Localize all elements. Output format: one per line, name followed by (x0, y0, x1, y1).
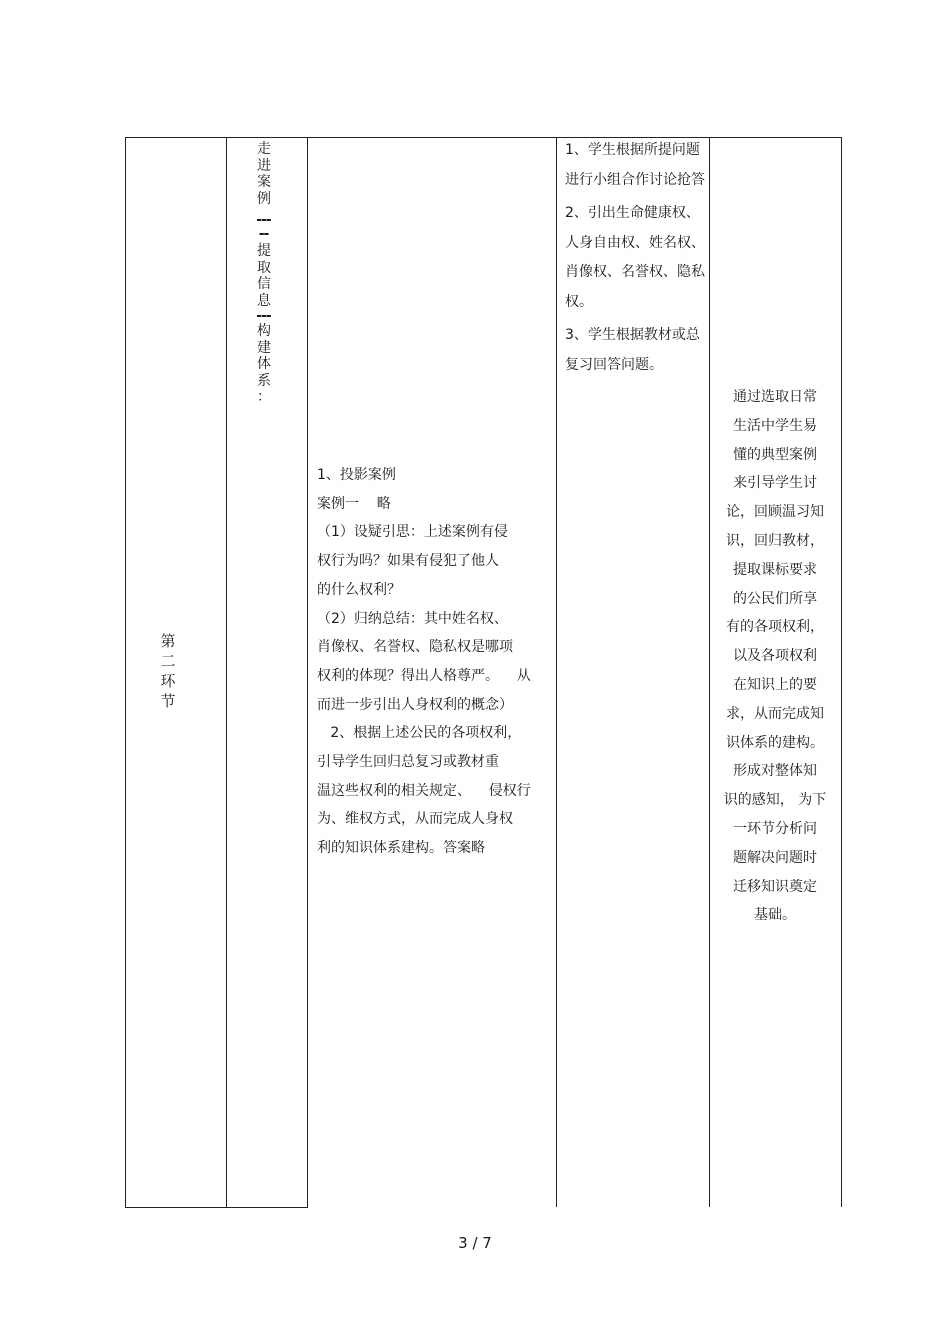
intent-line: 形成对整体知 (733, 763, 817, 780)
intent-line: 懂的典型案例 (733, 446, 817, 463)
table-bottom-border (125, 1207, 308, 1208)
intent-line: 以及各项权利 (733, 648, 817, 665)
intent-line: 通过选取日常 (733, 389, 817, 405)
teacher-line: （1）设疑引思：上述案例有侵 (317, 524, 508, 541)
intent-line: 迁移知识奠定 (733, 878, 817, 895)
col-border-right (841, 137, 842, 1207)
intent-line: 提取课标要求 (733, 561, 817, 578)
intent-line: 来引导学生讨 (733, 475, 817, 492)
teacher-line: 案例一 略 (317, 495, 391, 512)
col-border-3 (307, 137, 308, 1207)
activity-title-part2: 提 取 信 息 (257, 243, 271, 309)
intent-line: 的公民们所享 (733, 590, 817, 607)
activity-title-part3: 构 建 体 系 ： (257, 323, 271, 405)
page-number: 3 / 7 (458, 1234, 492, 1252)
teacher-line: 而进一步引出人身权利的概念） (317, 696, 513, 713)
teacher-line: 温这些权利的相关规定、 侵权行 (317, 782, 531, 799)
stage-label: 第 二 环 节 (160, 632, 176, 710)
teacher-line: 权行为吗？如果有侵犯了他人 (317, 553, 499, 570)
teacher-line: 的什么权利？ (317, 581, 401, 598)
activity-title-separator-1: ----- (256, 212, 271, 242)
intent-line: 识的感知， 为下 (723, 792, 827, 809)
teacher-line: （2）归纳总结：其中姓名权、 (317, 610, 508, 627)
table-top-border (125, 137, 841, 138)
design-intent (714, 383, 836, 930)
intent-line: 有的各项权利， (726, 619, 824, 636)
teacher-line: 权利的体现？得出人格尊严。 从 (317, 667, 531, 684)
intent-line: 论，回顾温习知 (726, 504, 824, 521)
intent-line: 生活中学生易 (733, 417, 817, 434)
col-border-2 (226, 137, 227, 1207)
teacher-activity (317, 461, 549, 863)
student-item: 3、学生根据教材或总复习回答问题。 (565, 327, 700, 373)
col-border-4 (556, 137, 557, 1207)
col-border-left (125, 137, 126, 1207)
teacher-line: 为、维权方式，从而完成人身权 (317, 811, 513, 828)
activity-title-separator-2: --- (256, 308, 271, 324)
intent-line: 求，从而完成知 (726, 705, 824, 722)
teacher-line: 利的知识体系建构。答案略 (317, 840, 485, 857)
intent-line: 识体系的建构。 (726, 734, 824, 751)
student-item: 2、引出生命健康权、人身自由权、姓名权、肖像权、名誉权、隐私权。 (565, 205, 705, 310)
intent-line: 题解决问题时 (733, 849, 817, 866)
intent-line: 一环节分析问 (733, 820, 817, 837)
intent-line: 在知识上的要 (733, 676, 817, 693)
teacher-line: 1、投影案例 (317, 467, 396, 483)
student-activity (565, 136, 705, 384)
teacher-line: 引导学生回归总复习或教材重 (317, 754, 499, 771)
intent-line: 识，回归教材， (726, 532, 824, 549)
activity-title (256, 141, 272, 406)
activity-title-part1: 走 进 案 例 (257, 141, 271, 207)
col-border-5 (709, 137, 710, 1207)
teacher-line: 2、根据上述公民的各项权利， (317, 725, 522, 742)
student-item: 1、学生根据所提问题进行小组合作讨论抢答 (565, 142, 705, 188)
intent-line: 基础。 (754, 907, 796, 924)
teacher-line: 肖像权、名誉权、隐私权是哪项 (317, 639, 513, 656)
